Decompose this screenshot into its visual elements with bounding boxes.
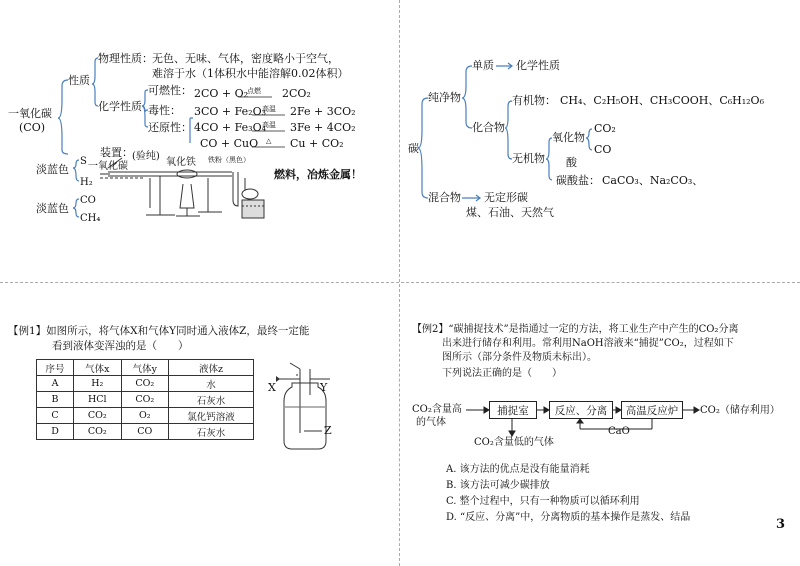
option-c[interactable]: C. 整个过程中，只有一种物质可以循环利用 <box>446 496 640 507</box>
option-b[interactable]: B. 该方法可减少碳排放 <box>446 480 550 491</box>
liquid-z-label: Z <box>324 424 332 437</box>
table-cell: CO₂ <box>121 376 169 392</box>
oxide-label: 氧化物 <box>552 131 585 144</box>
eq3-left: CO + CuO <box>200 137 259 150</box>
table-cell: H₂ <box>74 376 122 392</box>
example2-title-line2: 出来进行储存和利用。常利用NaOH溶液来“捕捉”CO₂，过程如下 <box>442 338 734 349</box>
table-cell: 氯化钙溶液 <box>169 408 254 424</box>
co-item: CO <box>594 143 612 156</box>
co2-output-label: CO₂（储存利用） <box>700 405 780 416</box>
gas-bottle-drawing <box>0 283 399 565</box>
pale-blue-label-1: 淡蓝色 <box>36 163 69 176</box>
table-cell: HCl <box>74 392 122 408</box>
element-label: 单质 <box>472 59 494 72</box>
mixture-label: 混合物 <box>428 191 461 204</box>
compound-label: 化合物 <box>472 121 505 134</box>
eq1-condition: 高温 <box>262 105 276 113</box>
co2-item: CO₂ <box>594 122 616 135</box>
purity-check-note: (验纯) <box>132 151 160 162</box>
flammability-right: 2CO₂ <box>282 87 311 100</box>
table-cell: 石灰水 <box>169 392 254 408</box>
option-a[interactable]: A. 该方法的优点是没有能量消耗 <box>446 464 590 475</box>
physical-property-line2: 难溶于水（1体积水中能溶解0.02体积） <box>152 67 349 80</box>
flammability-condition: 点燃 <box>247 87 261 95</box>
physical-property-label: 物理性质： <box>98 52 153 65</box>
hydrogen-item: H₂ <box>80 177 93 188</box>
table-cell: 水 <box>169 376 254 392</box>
inorganic-label: 无机物 <box>512 152 545 165</box>
header-gas-y: 气体y <box>121 360 169 376</box>
table-cell: CO₂ <box>74 424 122 440</box>
carbon-label: 碳 <box>408 142 419 155</box>
option-d[interactable]: D. “反应、分离”中，分离物质的基本操作是蒸发、结晶 <box>446 512 691 523</box>
eq1-right: 2Fe + 3CO₂ <box>290 105 356 118</box>
sulfur-item: S <box>80 156 87 167</box>
table-cell: CO₂ <box>74 408 122 424</box>
chemical-property-label: 化学性质 <box>516 59 560 72</box>
flammability-left: 2CO + O₂ <box>194 87 249 100</box>
header-gas-x: 气体x <box>74 360 122 376</box>
chemical-property-label: 化学性质 <box>98 100 142 113</box>
handwritten-note: 燃料，冶炼金属！ <box>274 168 362 181</box>
table-cell: 石灰水 <box>169 424 254 440</box>
example1-panel <box>0 283 399 565</box>
iron-powder-label: 铁粉（黑色） <box>208 156 250 164</box>
co-root-formula: (CO) <box>19 121 46 134</box>
flammability-label: 可燃性： <box>148 84 192 97</box>
gas-x-label: X <box>268 381 276 394</box>
eq1-left: 3CO + Fe₂O₃ <box>194 105 267 118</box>
table-cell: C <box>37 408 74 424</box>
table-cell: CO₂ <box>121 392 169 408</box>
eq3-right: Cu + CO₂ <box>290 137 344 150</box>
apparatus-drawing <box>100 170 264 218</box>
high-temp-furnace-box: 高温反应炉 <box>621 401 683 419</box>
carbon-tree-lines <box>400 0 799 282</box>
eq3-condition: △ <box>266 137 272 145</box>
carbonate-list: CaCO₃、Na₂CO₃、 <box>602 174 704 187</box>
low-co2-gas-label: CO₂含量低的气体 <box>474 437 554 448</box>
capture-chamber-box: 捕捉室 <box>489 401 537 419</box>
physical-property-line1: 无色、无味、气体，密度略小于空气， <box>152 52 339 65</box>
toxicity-label: 毒性： <box>148 104 181 117</box>
eq2-left: 4CO + Fe₃O₄ <box>194 121 267 134</box>
cao-label: CaO <box>608 426 630 437</box>
carbon-panel <box>400 0 799 282</box>
input-gas-line1: CO₂含量高 <box>412 404 462 415</box>
acid-label: 酸 <box>566 156 577 169</box>
eq2-right: 3Fe + 4CO₂ <box>290 121 356 134</box>
example2-title-line3: 图所示（部分条件及物质未标出）。 <box>442 352 597 363</box>
example1-title-line1: 【例1】如图所示，将气体X和气体Y同时通入液体Z，最终一定能 <box>8 325 310 337</box>
input-gas-line2: 的气体 <box>416 417 446 428</box>
page-number: 3 <box>776 517 786 532</box>
gas-y-label: Y <box>320 381 328 394</box>
table-cell: A <box>37 376 74 392</box>
co-inlet-label: 一氧化碳 <box>88 161 128 172</box>
table-cell: B <box>37 392 74 408</box>
amorphous-carbon: 无定形碳 <box>484 191 528 204</box>
header-liquid-z: 液体z <box>169 360 254 376</box>
reducibility-label: 还原性： <box>148 121 192 134</box>
table-cell: CO <box>121 424 169 440</box>
example2-title-line1: 【例2】“碳捕捉技术”是指通过一定的方法，将工业生产中产生的CO₂分离 <box>412 324 739 335</box>
table-cell: D <box>37 424 74 440</box>
methane-item: CH₄ <box>80 213 101 224</box>
example1-title-line2: 看到液体变浑浊的是（ ） <box>52 340 189 352</box>
organic-list: CH₄、C₂H₅OH、CH₃COOH、C₆H₁₂O₆ <box>560 94 764 107</box>
co-root-label: 一氧化碳 <box>8 107 52 120</box>
property-label: 性质 <box>68 74 90 87</box>
co-item: CO <box>80 195 96 206</box>
pure-substance-label: 纯净物 <box>428 91 461 104</box>
carbonate-label: 碳酸盐： <box>556 174 600 187</box>
iron-oxide-label: 氧化铁 <box>166 157 196 168</box>
header-index: 序号 <box>37 360 74 376</box>
co-panel <box>0 0 399 282</box>
apparatus-label: 装置： <box>100 146 133 159</box>
table-cell: O₂ <box>121 408 169 424</box>
example2-question: 下列说法正确的是（ ） <box>442 368 562 379</box>
organic-label: 有机物： <box>512 94 556 107</box>
example2-panel <box>400 283 799 565</box>
reaction-separation-box: 反应、分离 <box>549 401 613 419</box>
eq2-condition: 高温 <box>262 121 276 129</box>
fossil-fuels: 煤、石油、天然气 <box>466 206 554 219</box>
pale-blue-label-2: 淡蓝色 <box>36 202 69 215</box>
